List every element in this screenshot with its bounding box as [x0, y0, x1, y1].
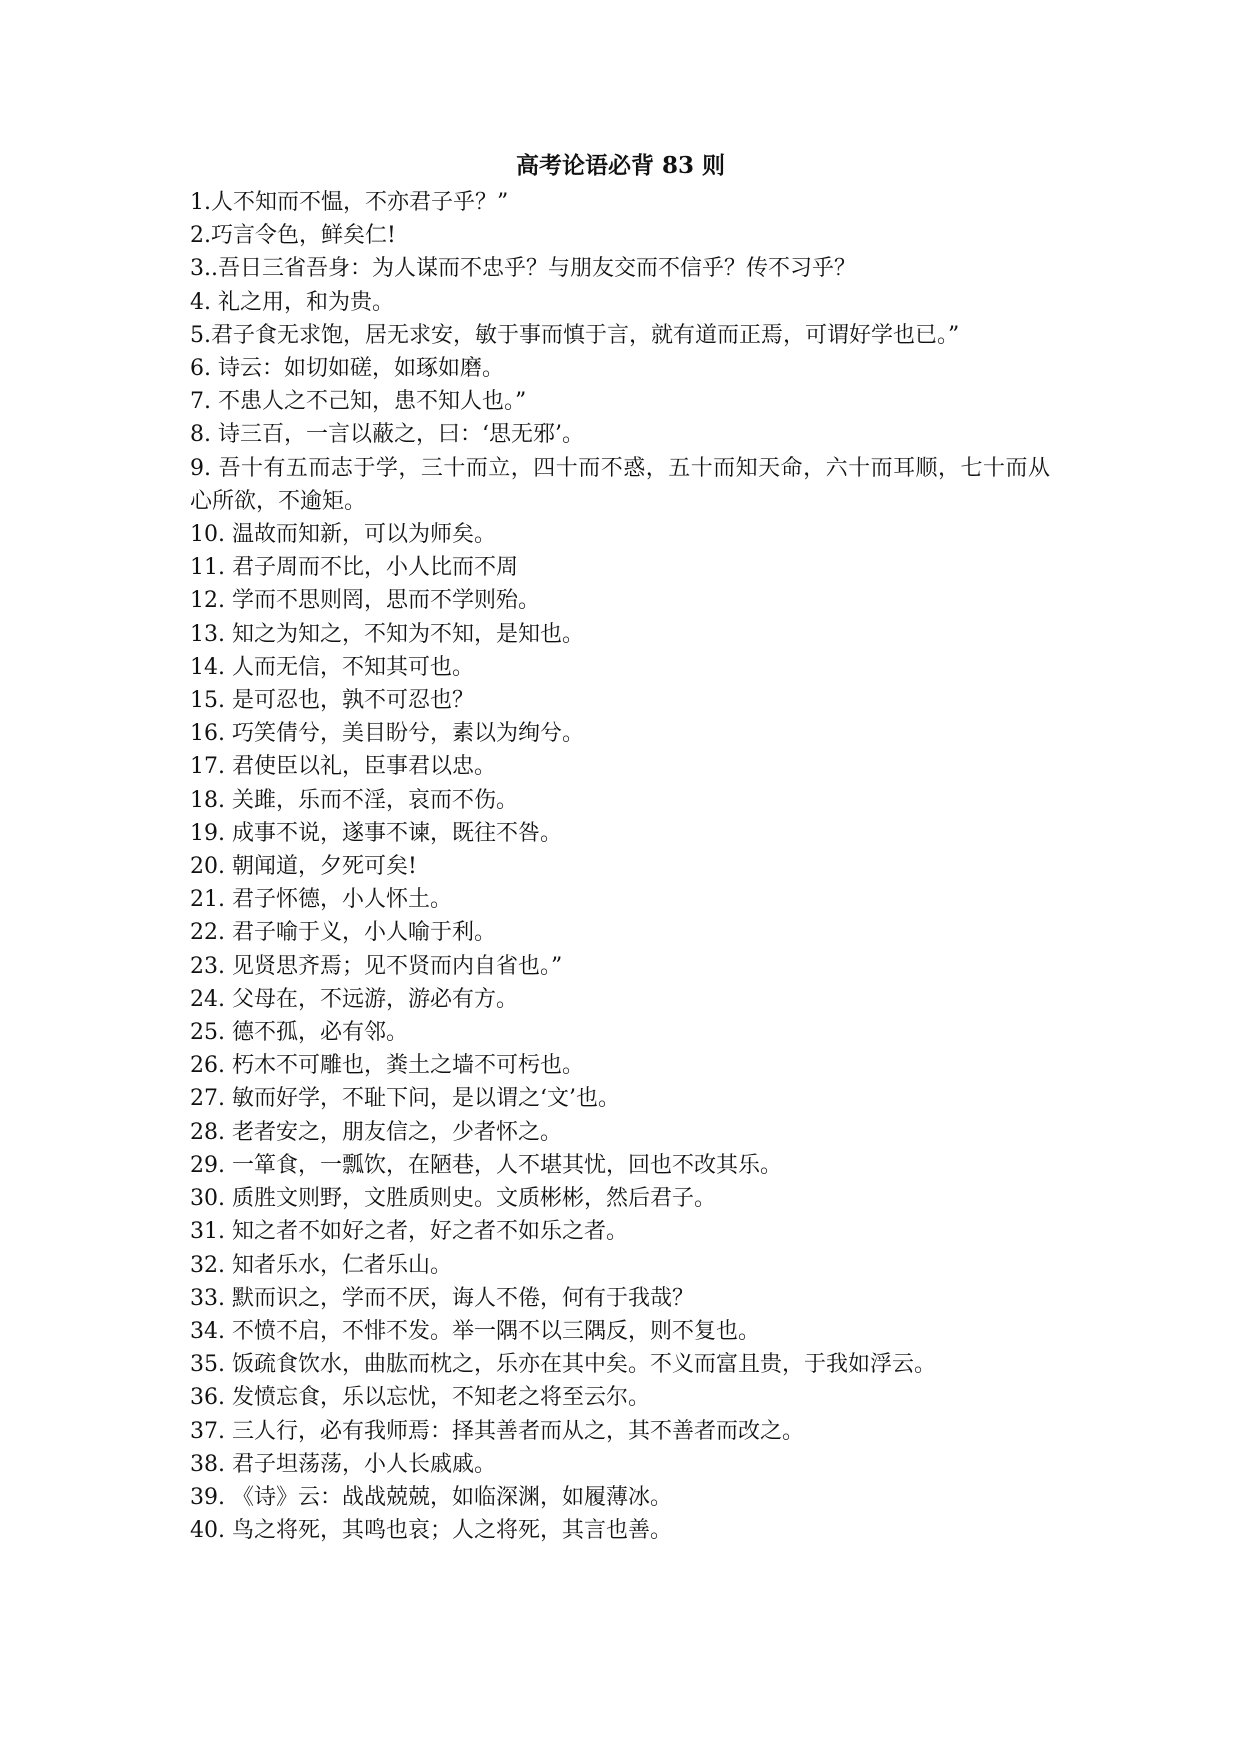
list-item: 30. 质胜文则野，文胜质则史。文质彬彬，然后君子。: [190, 1186, 716, 1212]
list-item: 3..吾日三省吾身：为人谋而不忠乎？与朋友交而不信乎？传不习乎？: [190, 256, 856, 282]
list-item: 10. 温故而知新，可以为师矣。: [190, 522, 496, 548]
list-item: 15. 是可忍也，孰不可忍也？: [190, 688, 474, 714]
list-item: 7. 不患人之不己知，患不知人也。”: [190, 389, 527, 415]
list-item: 31. 知之者不如好之者，好之者不如乐之者。: [190, 1219, 628, 1245]
list-item: 2.巧言令色，鲜矣仁!: [190, 223, 396, 249]
list-item: 23. 见贤思齐焉；见不贤而内自省也。”: [190, 953, 563, 979]
list-item: 6. 诗云：如切如磋，如琢如磨。: [190, 356, 504, 382]
list-item: 5.君子食无求饱，居无求安，敏于事而慎于言，就有道而正焉，可谓好学也已。”: [190, 322, 960, 348]
list-item: 16. 巧笑倩兮，美目盼兮，素以为绚兮。: [190, 721, 584, 747]
list-item: 25. 德不孤，必有邻。: [190, 1020, 408, 1046]
list-item: 36. 发愤忘食，乐以忘忧，不知老之将至云尔。: [190, 1385, 650, 1411]
list-item: 28. 老者安之，朋友信之，少者怀之。: [190, 1119, 562, 1145]
list-item: 9. 吾十有五而志于学，三十而立，四十而不惑，五十而知天命，六十而耳顺，七十而从心所欲，不逾矩。: [190, 455, 1050, 514]
list-item: 34. 不愤不启，不悱不发。举一隅不以三隅反，则不复也。: [190, 1318, 760, 1344]
list-item: 19. 成事不说，遂事不谏，既往不咎。: [190, 820, 562, 846]
quote-list: [190, 186, 1050, 1547]
list-item: 32. 知者乐水，仁者乐山。: [190, 1252, 452, 1278]
list-item: 26. 朽木不可雕也，粪土之墙不可杇也。: [190, 1053, 584, 1079]
list-item: 39. 《诗》云：战战兢兢，如临深渊，如履薄冰。: [190, 1484, 672, 1510]
page-title: 高考论语必背 83 则: [515, 152, 726, 179]
list-item: 22. 君子喻于义，小人喻于利。: [190, 920, 496, 946]
list-item: 18. 关雎，乐而不淫，哀而不伤。: [190, 787, 518, 813]
list-item: 13. 知之为知之，不知为不知，是知也。: [190, 621, 584, 647]
list-item: 11. 君子周而不比，小人比而不周: [190, 555, 518, 581]
list-item: 4. 礼之用，和为贵。: [190, 289, 394, 315]
list-item: 35. 饭疏食饮水，曲肱而枕之，乐亦在其中矣。不义而富且贵，于我如浮云。: [190, 1352, 936, 1378]
list-item: 8. 诗三百，一言以蔽之，曰：‘思无邪’。: [190, 422, 584, 448]
list-item: 21. 君子怀德，小人怀土。: [190, 887, 452, 913]
list-item: 40. 鸟之将死，其鸣也哀；人之将死，其言也善。: [190, 1518, 672, 1544]
list-item: 38. 君子坦荡荡，小人长戚戚。: [190, 1451, 496, 1477]
list-item: 20. 朝闻道，夕死可矣!: [190, 854, 417, 880]
list-item: 33. 默而识之，学而不厌，诲人不倦，何有于我哉？: [190, 1285, 694, 1311]
list-item: 24. 父母在，不远游，游必有方。: [190, 986, 518, 1012]
list-item: 29. 一箪食，一瓢饮，在陋巷，人不堪其忧，回也不改其乐。: [190, 1152, 782, 1178]
list-item: 14. 人而无信，不知其可也。: [190, 654, 474, 680]
list-item: 37. 三人行，必有我师焉：择其善者而从之，其不善者而改之。: [190, 1418, 804, 1444]
list-item: 17. 君使臣以礼，臣事君以忠。: [190, 754, 496, 780]
list-item: 27. 敏而好学，不耻下问，是以谓之‘文’也。: [190, 1086, 620, 1112]
list-item: 1.人不知而不愠，不亦君子乎？”: [190, 190, 509, 215]
list-item: 12. 学而不思则罔，思而不学则殆。: [190, 588, 540, 614]
